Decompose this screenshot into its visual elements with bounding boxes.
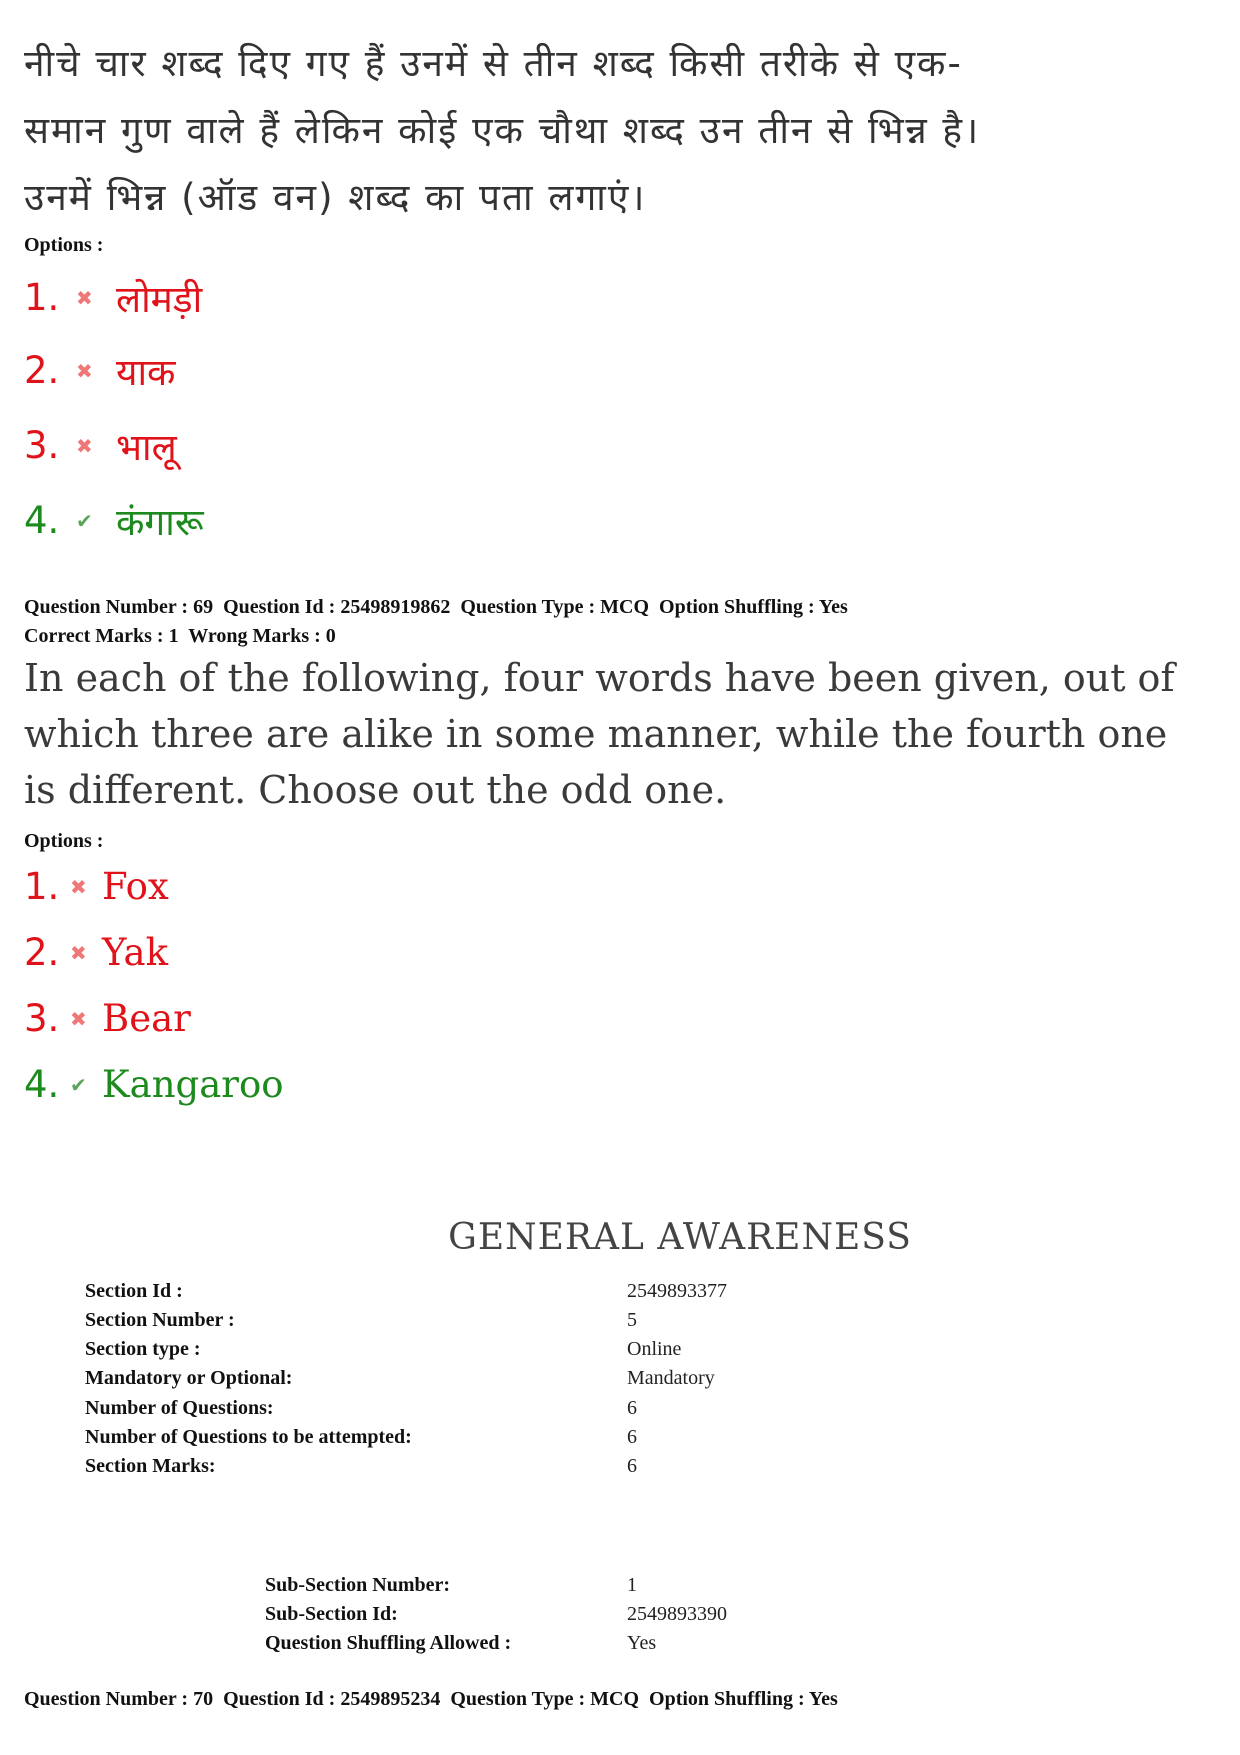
q68-text-line-2: समान गुण वाले हैं लेकिन कोई एक चौथा शब्द उन तीन से भिन्न है। xyxy=(24,109,981,152)
q69-meta-line-2: Correct Marks : 1 Wrong Marks : 0 xyxy=(24,625,336,647)
wrong-cross-icon: ✖ xyxy=(76,358,93,383)
section-row-value: 6 xyxy=(627,1397,637,1419)
section-row-value: 6 xyxy=(627,1426,637,1448)
option-text: Bear xyxy=(102,997,191,1040)
section-row-label: Section type : xyxy=(85,1338,201,1360)
q70-meta-line-1: Question Number : 70 Question Id : 2549895234 Question Type : MCQ Option Shuffling : Yes xyxy=(24,1688,838,1710)
q69-text-line-3: is different. Choose out the odd one. xyxy=(24,768,727,812)
section-row-label: Section Id : xyxy=(85,1280,183,1302)
correct-check-icon: ✔ xyxy=(70,1072,87,1097)
option-number: 2. xyxy=(24,931,60,974)
subsection-row-label: Sub-Section Id: xyxy=(265,1603,398,1625)
section-row-label: Section Marks: xyxy=(85,1455,216,1477)
q68-option-1 xyxy=(24,272,202,323)
option-number: 4. xyxy=(24,499,60,542)
wrong-cross-icon: ✖ xyxy=(70,874,87,899)
section-row-label: Mandatory or Optional: xyxy=(85,1367,293,1389)
q69-text-line-2: which three are alike in some manner, while the fourth one xyxy=(24,712,1168,756)
subsection-row-label: Sub-Section Number: xyxy=(265,1574,451,1596)
q68-text-line-3: उनमें भिन्न (ऑड वन) शब्द का पता लगाएं। xyxy=(24,176,647,219)
wrong-cross-icon: ✖ xyxy=(70,1006,87,1031)
q69-option-4 xyxy=(24,1063,284,1106)
q68-option-3 xyxy=(24,420,177,471)
q69-option-1 xyxy=(24,865,169,908)
q68-options-label: Options : xyxy=(24,234,104,256)
section-row-value: 2549893377 xyxy=(627,1280,727,1302)
q68-option-2 xyxy=(24,345,175,396)
section-row-value: 5 xyxy=(627,1309,637,1331)
option-text: याक xyxy=(116,351,176,394)
q69-option-2 xyxy=(24,931,168,974)
option-number: 3. xyxy=(24,424,60,467)
option-text: भालू xyxy=(116,426,177,469)
option-number: 1. xyxy=(24,865,60,908)
option-text: कंगारू xyxy=(116,501,204,544)
section-row-label: Number of Questions to be attempted: xyxy=(85,1426,412,1448)
section-row-value: Online xyxy=(627,1338,682,1360)
q69-text-line-1: In each of the following, four words have been given, out of xyxy=(24,656,1175,700)
subsection-row-value: Yes xyxy=(627,1632,657,1654)
option-text: Fox xyxy=(102,865,169,908)
option-number: 4. xyxy=(24,1063,60,1106)
q68-text-line-1: नीचे चार शब्द दिए गए हैं उनमें से तीन शब्द किसी तरीके से एक- xyxy=(24,42,963,85)
q69-options-label: Options : xyxy=(24,830,104,852)
option-text: लोमड़ी xyxy=(116,278,203,321)
option-number: 1. xyxy=(24,276,60,319)
subsection-row-label: Question Shuffling Allowed : xyxy=(265,1632,512,1654)
wrong-cross-icon: ✖ xyxy=(70,940,87,965)
subsection-row-value: 2549893390 xyxy=(627,1603,727,1625)
section-row-label: Number of Questions: xyxy=(85,1397,274,1419)
wrong-cross-icon: ✖ xyxy=(76,285,93,310)
section-row-label: Section Number : xyxy=(85,1309,235,1331)
subsection-row-value: 1 xyxy=(627,1574,637,1596)
section-row-value: Mandatory xyxy=(627,1367,715,1389)
option-text: Yak xyxy=(102,931,169,974)
option-text: Kangaroo xyxy=(102,1063,284,1106)
q69-option-3 xyxy=(24,997,191,1040)
correct-check-icon: ✔ xyxy=(76,508,93,533)
section-row-value: 6 xyxy=(627,1455,637,1477)
q69-meta-line-1: Question Number : 69 Question Id : 25498919862 Question Type : MCQ Option Shuffling : Yes xyxy=(24,596,848,618)
q68-option-4 xyxy=(24,495,204,546)
section-title: GENERAL AWARENESS xyxy=(448,1217,912,1258)
option-number: 2. xyxy=(24,349,60,392)
option-number: 3. xyxy=(24,997,60,1040)
wrong-cross-icon: ✖ xyxy=(76,433,93,458)
